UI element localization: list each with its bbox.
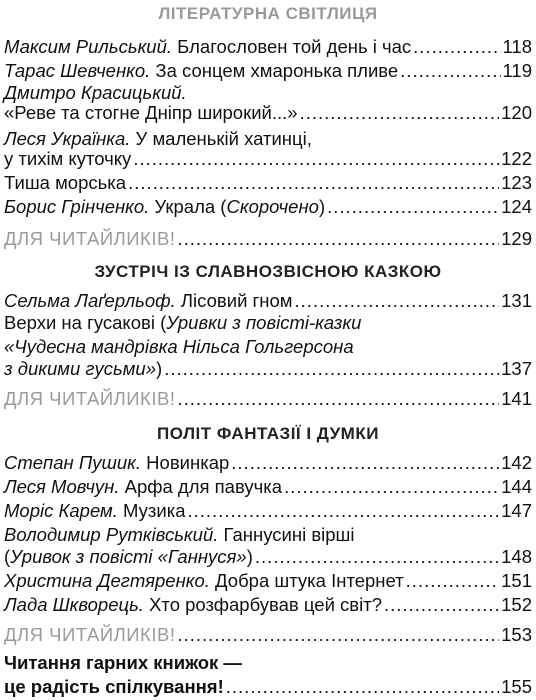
entry-title: Ганнусині вірші: [218, 524, 355, 545]
readers-label: ДЛЯ ЧИТАЙЛИКІВ!: [4, 388, 176, 409]
toc-entry-title-line: [4, 312, 361, 336]
leader-dots: [255, 546, 499, 568]
entry-title: Новинкар: [141, 452, 230, 473]
entry-title: У маленькій хатинці,: [130, 128, 312, 149]
entry-page: 123: [501, 172, 532, 193]
leader-dots: [406, 570, 499, 592]
leader-dots: [226, 676, 499, 698]
toc-entry: [4, 146, 532, 170]
entry-author: Сельма Лаґерльоф.: [4, 290, 176, 311]
toc-entry: [4, 100, 532, 124]
closing-line-1: Читання гарних книжок —: [4, 652, 242, 673]
toc-entry-closing: [4, 674, 532, 698]
entry-author: Леся Українка.: [4, 128, 131, 149]
entry-author: Степан Пушик.: [4, 452, 142, 473]
toc-entry: [4, 544, 532, 568]
leader-dots: [327, 196, 499, 218]
leader-dots: [231, 452, 499, 474]
entry-author: Христина Дегтяренко.: [4, 570, 210, 591]
toc-entry-readers: [4, 226, 532, 250]
entry-title: Музика: [117, 500, 186, 521]
entry-page: 153: [501, 624, 532, 645]
toc-entry: [4, 356, 532, 380]
section-title-fantasy: ПОЛІТ ФАНТАЗІЇ І ДУМКИ: [157, 424, 379, 443]
readers-label: ДЛЯ ЧИТАЙЛИКІВ!: [4, 228, 176, 249]
entry-title: Добра штука Інтернет: [209, 570, 404, 591]
entry-title: (: [4, 546, 11, 567]
leader-dots: [384, 594, 499, 616]
entry-page: 142: [501, 452, 532, 473]
leader-dots: [400, 60, 500, 82]
entry-title: у тихім куточку: [4, 148, 132, 169]
leader-dots: [177, 228, 499, 250]
entry-title-note: «Чудесна мандрівка Нільса Гольгерсона: [4, 336, 354, 357]
entry-page: 120: [501, 102, 532, 123]
entry-page: 129: [501, 228, 532, 249]
entry-title: Хто розфарбував цей світ?: [143, 594, 382, 615]
toc-entry: [4, 498, 532, 522]
entry-author: Борис Грінченко.: [4, 196, 150, 217]
closing-line-2: це радість спілкування!: [4, 676, 224, 697]
toc-entry: [4, 34, 532, 58]
entry-title: Украла (: [149, 196, 227, 217]
leader-dots: [188, 500, 500, 522]
entry-author: Леся Мовчун.: [4, 476, 120, 497]
entry-title-end: ): [246, 546, 253, 567]
entry-author: Володимир Рутківський.: [4, 524, 219, 545]
leader-dots: [128, 172, 499, 194]
leader-dots: [177, 624, 499, 646]
leader-dots: [413, 36, 500, 58]
entry-title: Благословен той день і час: [172, 36, 412, 57]
toc-entry: [4, 194, 532, 218]
entry-page: 147: [501, 500, 532, 521]
entry-title-end: ): [156, 358, 163, 379]
entry-page: 137: [501, 358, 532, 379]
entry-title-note: з дикими гусьми»: [4, 358, 157, 379]
toc-entry: [4, 568, 532, 592]
entry-author: Тарас Шевченко.: [4, 60, 151, 81]
entry-page: 148: [501, 546, 532, 567]
entry-title-note: Уривок з повісті «Ганнуся»: [10, 546, 247, 567]
entry-title: Верхи на гусакові (: [4, 312, 167, 333]
entry-page: 131: [501, 290, 532, 311]
entry-page: 141: [501, 388, 532, 409]
leader-dots: [295, 290, 500, 312]
toc-entry: [4, 288, 532, 312]
leader-dots: [177, 388, 499, 410]
entry-title-note: Скорочено: [226, 196, 319, 217]
leader-dots: [164, 358, 499, 380]
toc-entry: [4, 170, 532, 194]
entry-title: Арфа для павучка: [119, 476, 283, 497]
section-title-fairy-tale: ЗУСТРІЧ ІЗ СЛАВНОЗВІСНОЮ КАЗКОЮ: [94, 262, 442, 281]
entry-page: 152: [501, 594, 532, 615]
toc-entry: [4, 450, 532, 474]
entry-author: Максим Рильський.: [4, 36, 173, 57]
entry-page: 155: [501, 676, 532, 697]
section-title-literary: ЛІТЕРАТУРНА СВІТЛИЦЯ: [158, 4, 378, 23]
toc-entry: [4, 58, 532, 82]
leader-dots: [133, 148, 499, 170]
entry-page: 124: [501, 196, 532, 217]
readers-label: ДЛЯ ЧИТАЙЛИКІВ!: [4, 624, 176, 645]
leader-dots: [284, 476, 499, 498]
entry-title: За сонцем хмаронька пливе: [150, 60, 399, 81]
entry-page: 144: [501, 476, 532, 497]
entry-title: Тиша морська: [4, 172, 127, 193]
leader-dots: [300, 102, 500, 124]
entry-title: «Реве та стогне Дніпр широкий...»: [4, 102, 298, 123]
entry-page: 119: [502, 60, 532, 81]
entry-title-note: Уривки з повісті-казки: [166, 312, 362, 333]
toc-entry: [4, 592, 532, 616]
toc-entry-readers: [4, 622, 532, 646]
toc-entry-readers: [4, 386, 532, 410]
entry-title: Лісовий гном: [175, 290, 293, 311]
entry-author: Дмитро Красицький.: [4, 82, 187, 103]
entry-page: 122: [501, 148, 532, 169]
entry-author: Лада Шкворець.: [4, 594, 144, 615]
entry-page: 118: [502, 36, 532, 57]
toc-entry: [4, 474, 532, 498]
entry-page: 151: [501, 570, 532, 591]
entry-author: Моріс Карем.: [4, 500, 118, 521]
entry-title-end: ): [318, 196, 326, 217]
